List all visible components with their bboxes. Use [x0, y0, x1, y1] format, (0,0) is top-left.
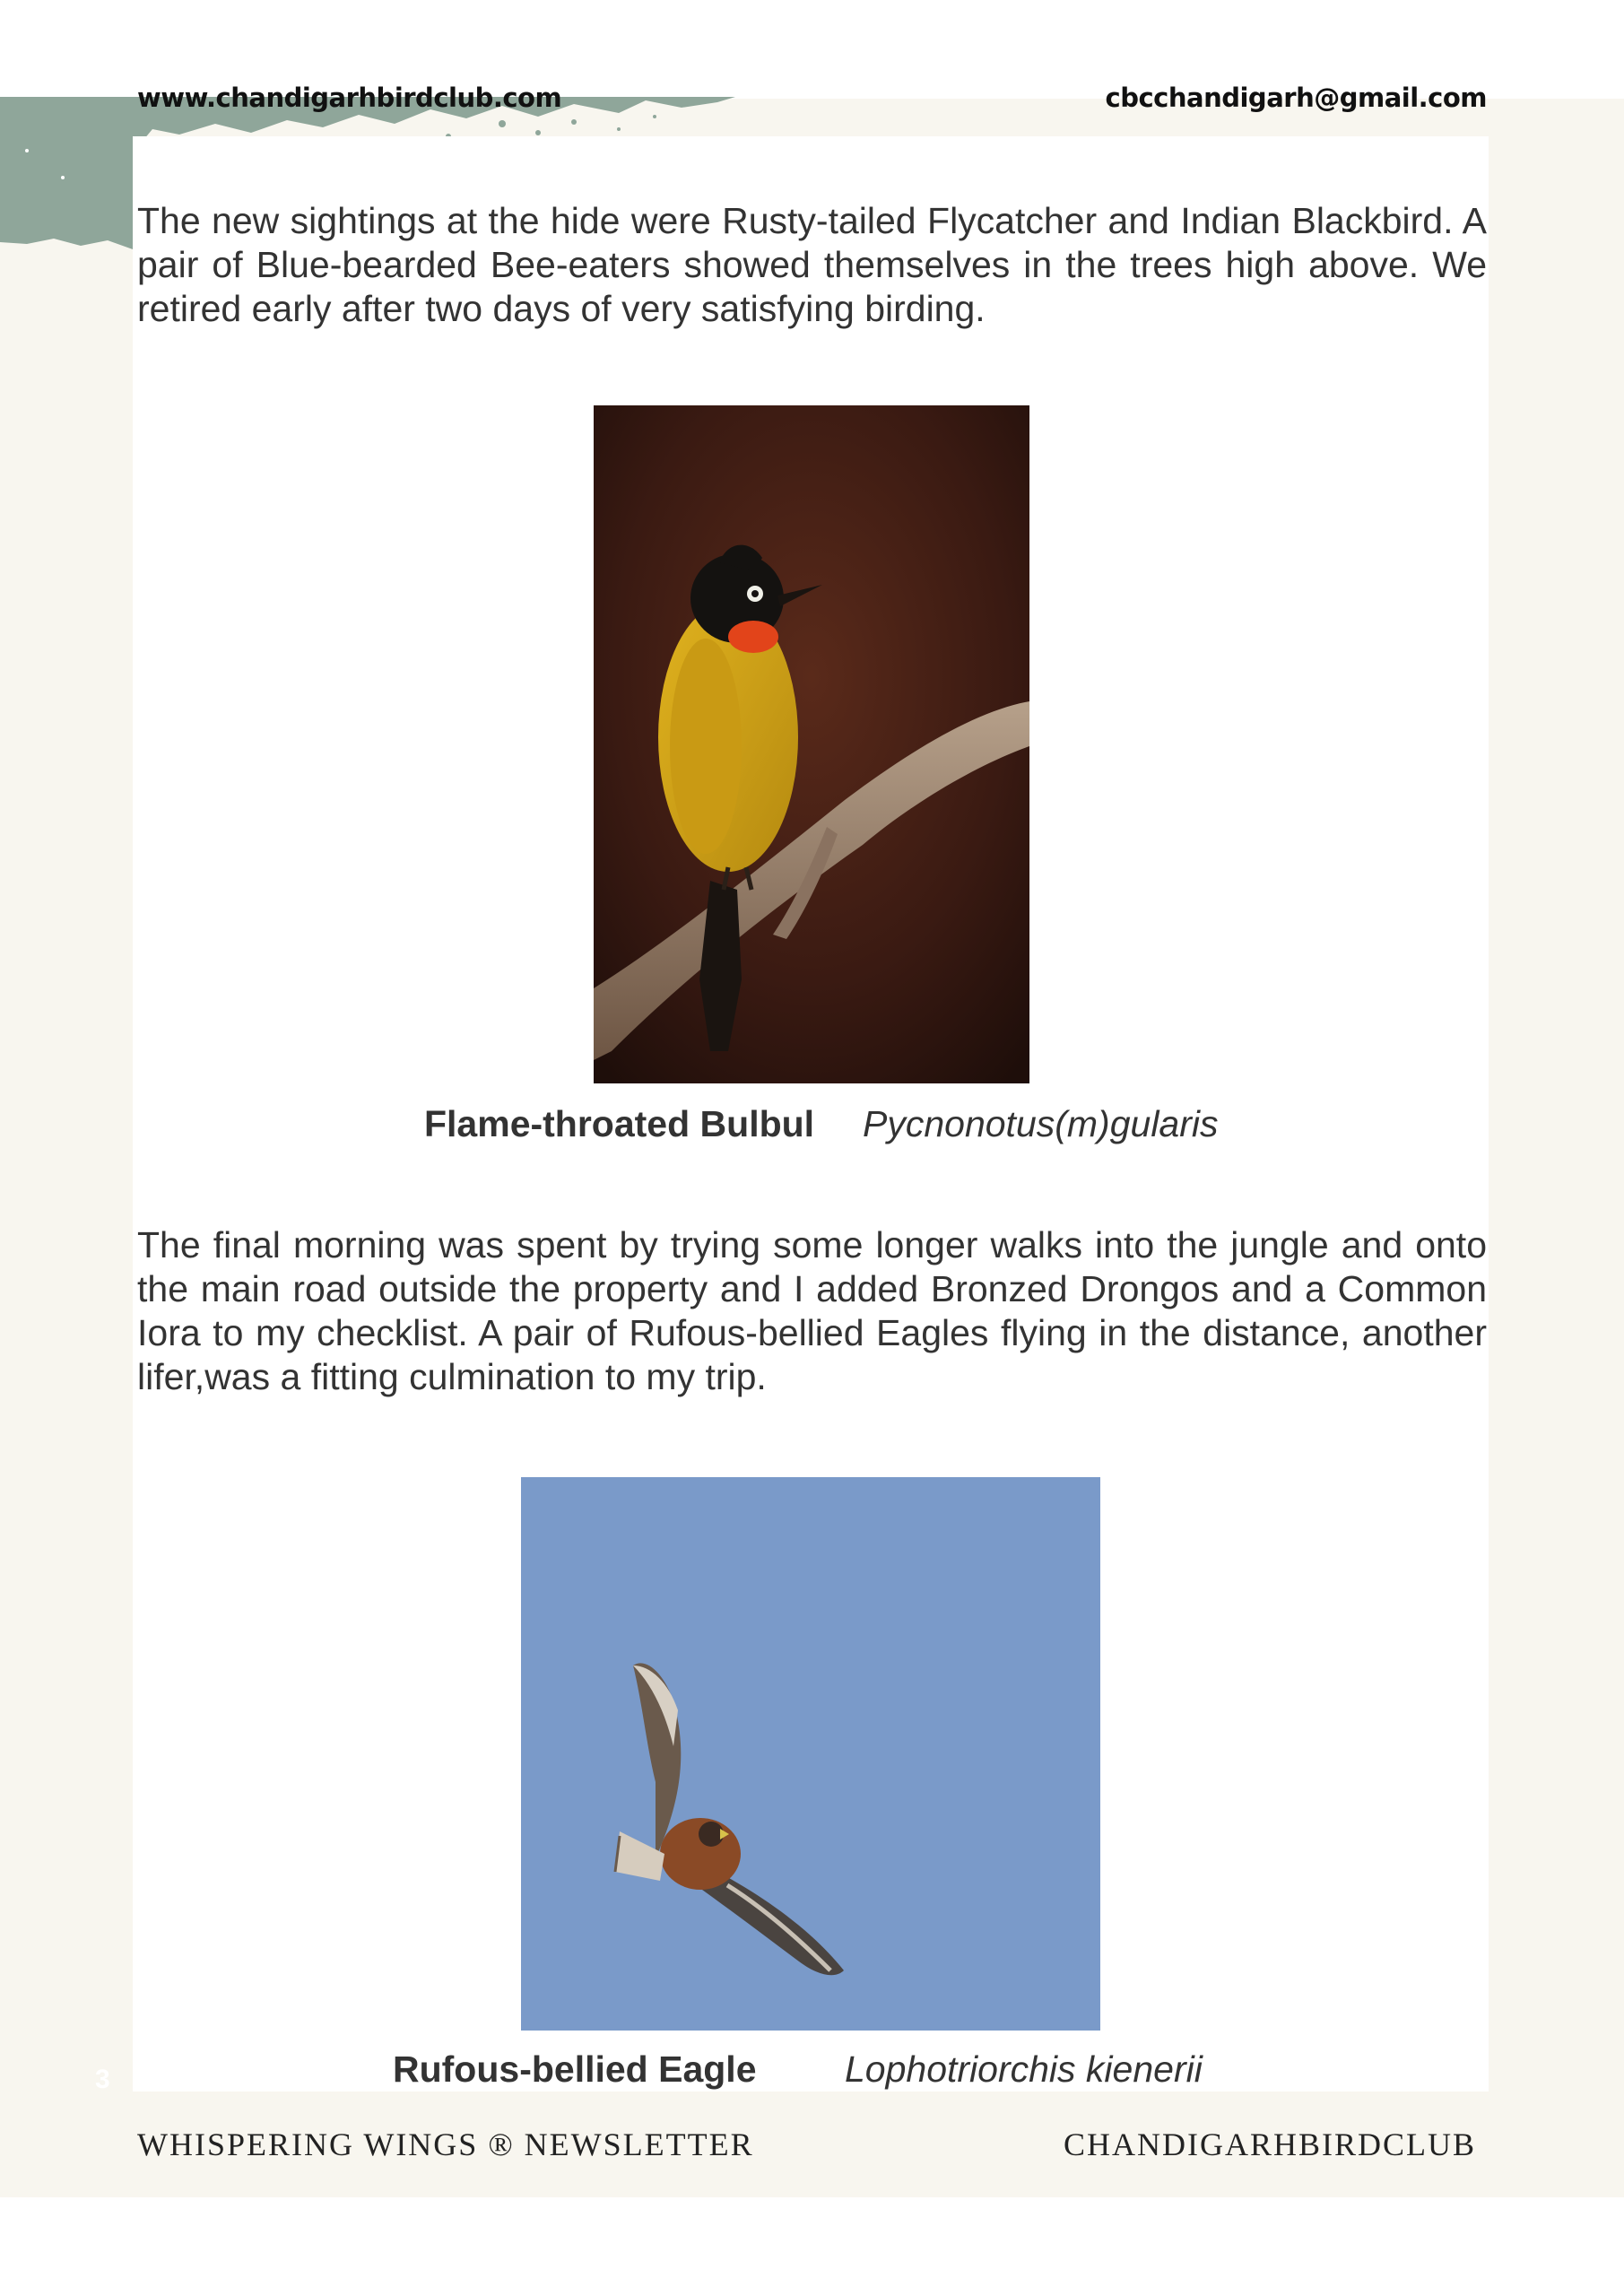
page-number: 3	[95, 2065, 110, 2094]
bulbul-scientific-name: Pycnonotus(m)gularis	[863, 1103, 1219, 1144]
footer-newsletter-title: WHISPERING WINGS ® NEWSLETTER	[137, 2126, 754, 2162]
eagle-common-name: Rufous-bellied Eagle	[393, 2048, 757, 2090]
eagle-scientific-name: Lophotriorchis kienerii	[845, 2048, 1203, 2090]
email-link[interactable]: cbcchandigarh@gmail.com	[1105, 83, 1487, 113]
footer-club-name: CHANDIGARHBIRDCLUB	[1063, 2126, 1476, 2162]
paragraph-final-morning: The final morning was spent by trying some longer walks into the jungle and onto the main road outside the property and I added Bronzed Drongos and a Common Iora to my checklist. A pair of Rufous-bellied Eagles flying in the distance, another lifer,was a fitting culmination to my trip.	[137, 1224, 1487, 1397]
flame-throated-bulbul-photo	[594, 405, 1029, 1083]
rufous-bellied-eagle-photo	[521, 1477, 1100, 2031]
bulbul-common-name: Flame-throated Bulbul	[424, 1103, 815, 1144]
paragraph-hide-sightings: The new sightings at the hide were Rusty-tailed Flycatcher and Indian Blackbird. A pair of Blue-bearded Bee-eaters showed themselves in the trees high above. We retired early after two days of very satisfying birding.	[137, 200, 1487, 329]
website-link[interactable]: www.chandigarhbirdclub.com	[137, 83, 562, 113]
